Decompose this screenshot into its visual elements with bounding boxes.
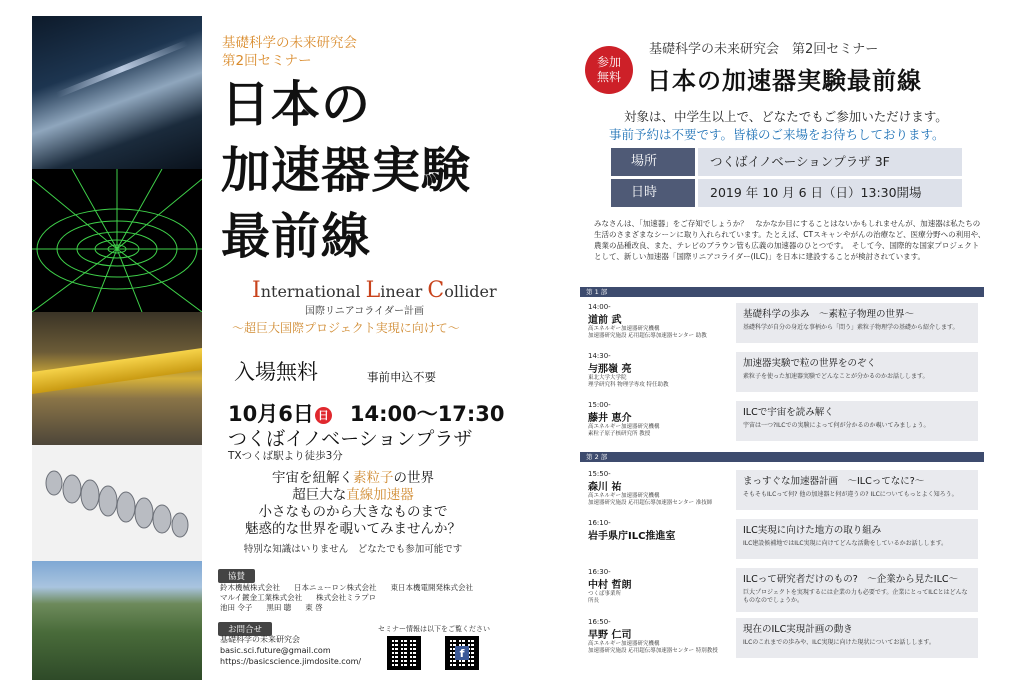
part-1-header: 第 1 部 <box>580 287 984 297</box>
no-reservation: 事前予約は不要です。皆様のご来場をお待ちしております。 <box>609 127 945 142</box>
target-audience: 対象は、中学生以上で、どなたでもご参加いただけます。 <box>624 109 948 124</box>
talk-box: ILC実現に向けた地方の取り組み ILC建設候補地ではILC実現に向けてどんな活動をしているかお話しします。 <box>736 519 978 559</box>
talk-item: 14:30- 与那嶺 亮 東北大学大学院 理学研究科 物理学専攻 特任助教 加速器実験で粒の世界をのぞく 素粒子を使った加速器実験でどんなことが分かるのかお話しします。 <box>588 352 984 389</box>
info-row-datetime <box>611 179 962 207</box>
speaker-name: 早野 仁司 <box>588 630 632 641</box>
info-row-place <box>611 148 962 176</box>
green-grid-image <box>32 169 202 312</box>
talk-item: 15:00- 藤井 恵介 高エネルギー加速器研究機構 素粒子原子核研究所 教授 ILCで宇宙を読み解く 宇宙は一つ?ILCでの実験によって何が分かるのか覗いてみましょう。 <box>588 401 984 438</box>
info-value: つくばイノベーションプラザ 3F <box>698 148 962 176</box>
qr-code-website[interactable] <box>387 636 421 670</box>
talk-item: 16:10- 岩手県庁ILC推進室 ILC実現に向けた地方の取り組み ILC建設候補地ではILC実現に向けてどんな活動をしているかお話しします。 <box>588 519 984 542</box>
talk-box: ILCで宇宙を読み解く 宇宙は一つ?ILCでの実験によって何が分かるのか覗いてみましょう。 <box>736 401 978 441</box>
talk-box: まっすぐな加速器計画 〜ILCってなに?〜 そもそもILCって何? 他の加速器と何が違うの? ILCについてもっとよく知ろう。 <box>736 470 978 510</box>
left-title: 日本の 加速器実験 最前線 <box>221 76 472 265</box>
talk-box: 基礎科学の歩み 〜素粒子物理の世界〜 基礎科学が自分の身近な事柄から「問う」素粒子物理学の基礎から紹介します。 <box>736 303 978 343</box>
speaker-name: 岩手県庁ILC推進室 <box>588 531 676 542</box>
speaker-name: 与那嶺 亮 <box>588 364 632 375</box>
info-key: 場所 <box>611 148 695 176</box>
sponsor-list: 鈴木機械株式会社 日本ニューロン株式会社 東日本機電開発株式会社 マルイ鍍金工業株式会社 株式会社ミラプロ 池田 令子 黒田 聴 東 啓 <box>220 583 473 612</box>
speaker-name: 森川 祐 <box>588 482 622 493</box>
talk-title: ILC実現に向けた地方の取り組み <box>743 525 882 536</box>
info-value: 2019 年 10 月 6 日（日）13:30開場 <box>698 179 962 207</box>
note: 特別な知識はいりません どなたでも参加可能です <box>243 544 463 555</box>
left-flyer <box>0 0 505 699</box>
talk-title: 基礎科学の歩み 〜素粒子物理の世界〜 <box>743 309 915 320</box>
talk-item: 16:50- 早野 仁司 高エネルギー加速器研究機構 加速器研究施設 応用超伝導加速器センター 特別教授 現在のILC実現計画の動き ILCのこれまでの歩みや、ILC実現に向けた現状についてお話しします。 <box>588 618 984 655</box>
contact-email[interactable]: basic.sci.future@gmail.com <box>220 646 331 655</box>
talk-box: 現在のILC実現計画の動き ILCのこれまでの歩みや、ILC実現に向けた現状についてお話しします。 <box>736 618 978 658</box>
left-subtitle: 基礎科学の未来研究会 第2回セミナー <box>222 35 357 69</box>
aerial-landscape-photo <box>32 561 202 680</box>
access: TXつくば駅より徒歩3分 <box>228 450 343 462</box>
contact-label: お問合せ <box>218 622 272 636</box>
contact-info: 基礎科学の未来研究会 basic.sci.future@gmail.com https://basicscience.jimdosite.com/ <box>220 635 362 666</box>
facebook-icon: f <box>455 646 469 660</box>
right-title: 日本の加速器実験最前線 <box>647 67 922 95</box>
info-key: 日時 <box>611 179 695 207</box>
info-table <box>611 148 962 210</box>
part-2-header: 第 2 部 <box>580 452 984 462</box>
talk-title: ILCで宇宙を読み解く <box>743 407 834 418</box>
tunnel-photo <box>32 312 202 445</box>
talk-title: まっすぐな加速器計画 〜ILCってなに?〜 <box>743 476 925 487</box>
photo-strip <box>32 16 202 680</box>
speaker-name: 道前 武 <box>588 315 622 326</box>
talk-box: 加速器実験で粒の世界をのぞく 素粒子を使った加速器実験でどんなことが分かるのかお話しします。 <box>736 352 978 392</box>
ilc-japanese: 国際リニアコライダー計画 <box>305 306 424 317</box>
catch-copy: 宇宙を紐解く素粒子の世界 超巨大な直線加速器 小さなものから大きなものまで 魅惑的な世界を覗いてみませんか？ <box>245 470 461 537</box>
admission-free: 入場無料 <box>234 360 318 384</box>
intro-paragraph: みなさんは、「加速器」をご存知でしょうか？ なかなか目にすることはないかもしれませんが、加速器は私たちの生活のさまざまなシーンに取り入れられています。たとえば、CTスキャンやがんの治療など、医療分野への利用や、農業の品種改良、また、テレビのブラウン管も広義の加速器のひとつです。 そして今、国際的な国家プロジェクトとして、新しい加速器「国際リニアコライダー(ILC)」を日本に建設することが検討されています。 <box>594 219 986 261</box>
sponsor-label: 協賛 <box>218 569 255 583</box>
speaker-name: 中村 哲朗 <box>588 580 632 591</box>
talk-box: ILCって研究者だけのもの? 〜企業から見たILC〜 巨大プロジェクトを実現するには企業の力も必要です。企業にとってILCとはどんなものなのでしょうか。 <box>736 568 978 612</box>
talk-title: ILCって研究者だけのもの? 〜企業から見たILC〜 <box>743 574 958 585</box>
seminar-info-text: セミナー情報は以下をご覧ください <box>378 625 490 633</box>
talk-item: 14:00- 道前 武 高エネルギー加速器研究機構 加速器研究施設 応用超伝導加速器センター 助教 基礎科学の歩み 〜素粒子物理の世界〜 基礎科学が自分の身近な事柄から「問う」素粒子物理学の基礎から紹介します。 <box>588 303 984 340</box>
accelerator-photo <box>32 16 202 169</box>
ilc-english: International Linear Collider <box>252 278 497 303</box>
tagline: 〜超巨大国際プロジェクト実現に向けて〜 <box>232 321 460 335</box>
venue: つくばイノベーションプラザ <box>228 428 473 450</box>
cavity-photo <box>32 445 202 561</box>
talk-title: 現在のILC実現計画の動き <box>743 624 853 635</box>
talk-item: 16:30- 中村 哲朗 つくば事業所 所長 ILCって研究者だけのもの? 〜企業から見たILC〜 巨大プロジェクトを実現するには企業の力も必要です。企業にとってILCとはどんなものなのでしょうか。 <box>588 568 984 605</box>
talk-item: 15:50- 森川 祐 高エネルギー加速器研究機構 加速器研究施設 応用超伝導加速器センター 准技師 まっすぐな加速器計画 〜ILCってなに?〜 そもそもILCって何? 他の加速器と何が違うの? ILCについてもっとよく知ろう。 <box>588 470 984 507</box>
talk-title: 加速器実験で粒の世界をのぞく <box>743 358 877 369</box>
right-subtitle: 基礎科学の未来研究会 第2回セミナー <box>649 42 879 57</box>
free-badge: 参加 無料 <box>585 46 633 94</box>
no-registration: 事前申込不要 <box>367 370 436 384</box>
speaker-name: 藤井 恵介 <box>588 413 632 424</box>
contact-url[interactable]: https://basicscience.jimdosite.com/ <box>220 657 362 666</box>
event-date: 10月6日 日 14:00〜17:30 <box>228 402 505 426</box>
